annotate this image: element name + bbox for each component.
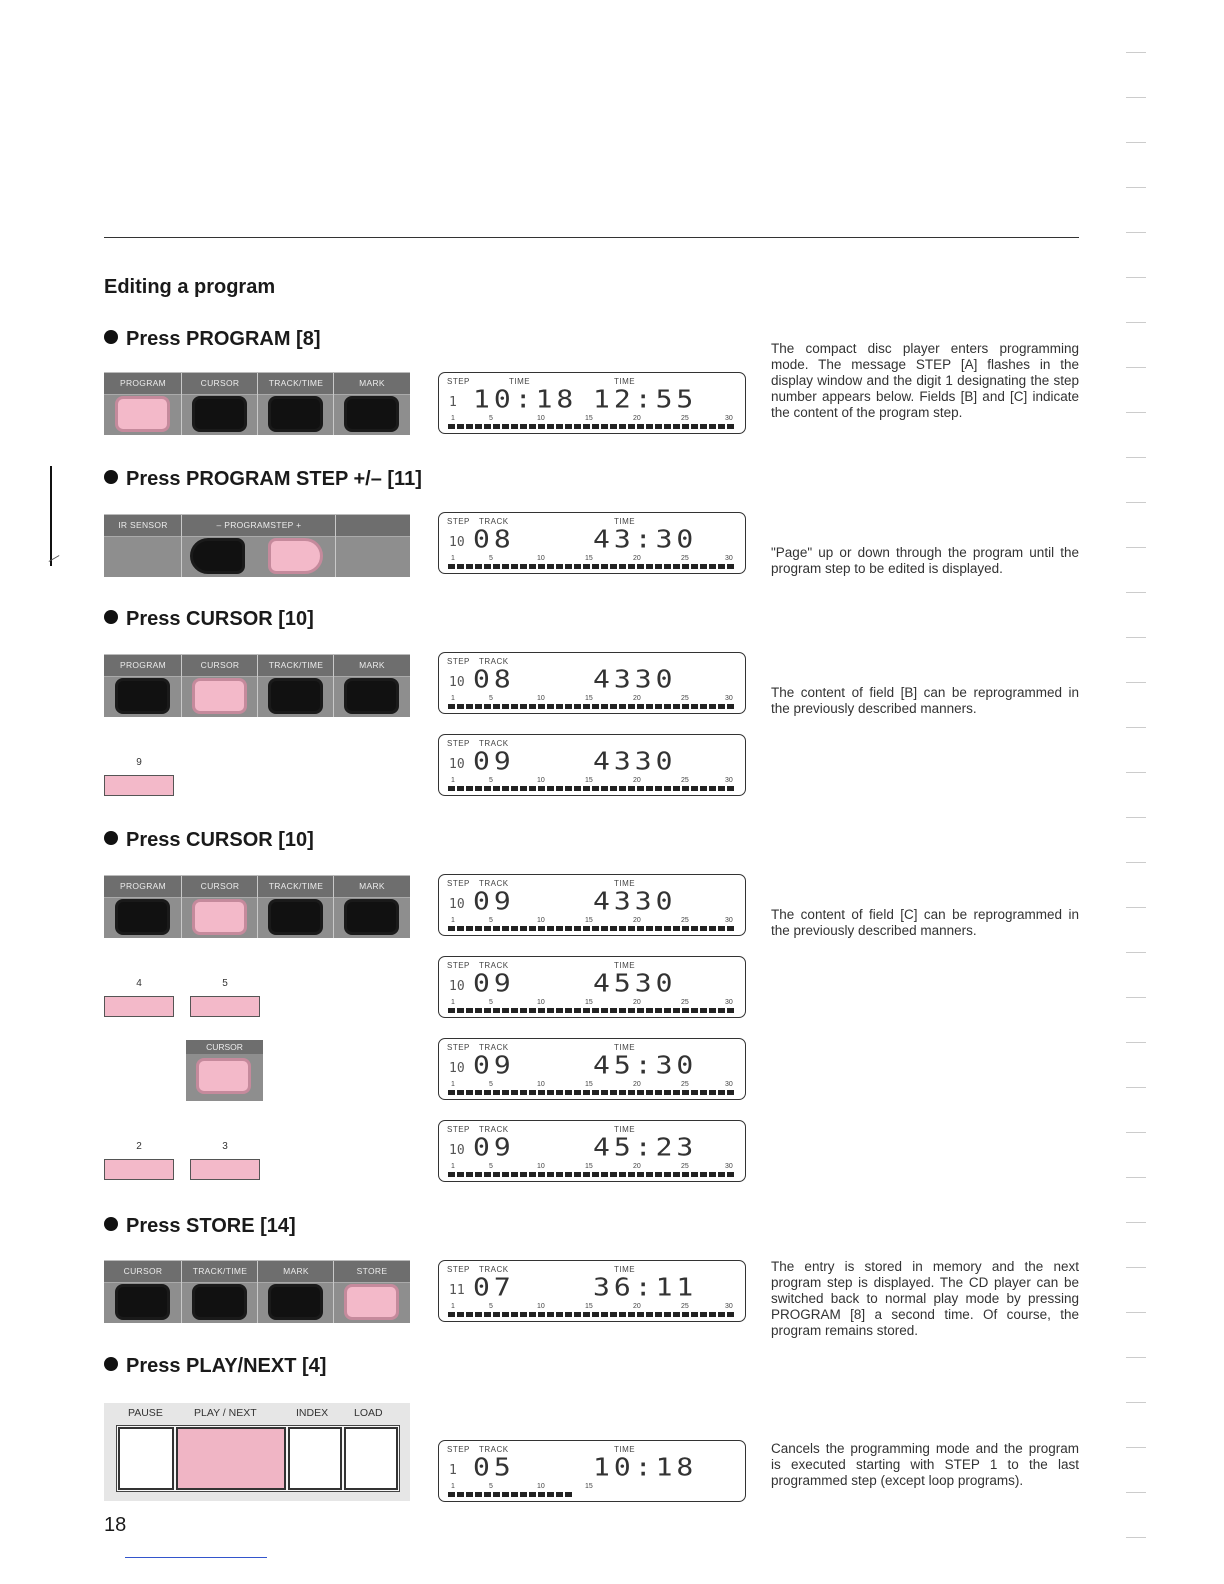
- margin-tick: [1126, 187, 1146, 188]
- label-program: PROGRAM: [119, 881, 167, 891]
- bullet-icon: [104, 470, 118, 484]
- lcd-scale-tick: 20: [633, 1163, 641, 1170]
- lcd-track-bar: [448, 1172, 736, 1177]
- margin-tick: [1126, 502, 1146, 503]
- label-mark: MARK: [283, 1266, 309, 1276]
- lcd-time-readout: 4530: [593, 968, 677, 998]
- lcd-display: [438, 1440, 746, 1502]
- lcd-label-step: STEP: [447, 961, 470, 970]
- lcd-scale-tick: 20: [633, 917, 641, 924]
- cursor-button[interactable]: [196, 1058, 251, 1094]
- lcd-scale-tick: 20: [633, 777, 641, 784]
- key-label-9: 9: [136, 757, 142, 768]
- lcd-scale-tick: 30: [725, 555, 733, 562]
- lcd-scale-tick: 1: [451, 917, 455, 924]
- lcd-scale-tick: 25: [681, 1081, 689, 1088]
- lcd-scale-tick: 5: [489, 415, 493, 422]
- lcd-scale-tick: 15: [585, 1483, 593, 1490]
- lcd-scale-tick: 15: [585, 695, 593, 702]
- margin-tick: [1126, 1492, 1146, 1493]
- mark-button[interactable]: [344, 899, 399, 935]
- mark-button[interactable]: [268, 1284, 323, 1320]
- bullet-icon: [104, 831, 118, 845]
- lcd-scale-tick: 15: [585, 999, 593, 1006]
- lcd-scale-tick: 1: [451, 1081, 455, 1088]
- lcd-scale-tick: 30: [725, 1163, 733, 1170]
- lcd-scale-tick: 1: [451, 1483, 455, 1490]
- margin-tick: [1126, 547, 1146, 548]
- lcd-step-number: 10: [449, 1061, 465, 1076]
- lcd-time-readout: 4330: [593, 746, 677, 776]
- change-bar: [50, 466, 52, 566]
- margin-tick: [1126, 907, 1146, 908]
- margin-tick: [1126, 1222, 1146, 1223]
- label-program: PROGRAM: [119, 378, 167, 388]
- lcd-label-step: STEP: [447, 1445, 470, 1454]
- lcd-scale-tick: 30: [725, 999, 733, 1006]
- lcd-scale-tick: 30: [725, 777, 733, 784]
- lcd-scale-tick: 10: [537, 999, 545, 1006]
- lcd-label-step: STEP: [447, 657, 470, 666]
- label-track-time: TRACK/TIME: [268, 881, 324, 891]
- cursor-button[interactable]: [115, 1284, 170, 1320]
- lcd-label-step: STEP: [447, 1125, 470, 1134]
- program-step-minus-button[interactable]: [190, 538, 245, 574]
- control-panel-cursor-2: [104, 875, 410, 938]
- lcd-label-time: TIME: [614, 961, 636, 970]
- lcd-label-step: STEP: [447, 517, 470, 526]
- lcd-scale-tick: 10: [537, 777, 545, 784]
- lcd-track-readout: 09: [473, 886, 515, 916]
- cursor-key-panel: [186, 1040, 263, 1101]
- lcd-label-track: TRACK: [479, 739, 509, 748]
- lcd-track-bar: [448, 704, 736, 709]
- margin-tick: [1126, 952, 1146, 953]
- program-button[interactable]: [115, 396, 170, 432]
- lcd-scale-tick: 25: [681, 917, 689, 924]
- lcd-scale-tick: 1: [451, 999, 455, 1006]
- step-heading-cursor-1: Press CURSOR [10]: [104, 608, 314, 631]
- lcd-time-readout: 4330: [593, 886, 677, 916]
- lcd-scale-tick: 25: [681, 555, 689, 562]
- program-button[interactable]: [115, 899, 170, 935]
- lcd-scale-tick: 5: [489, 917, 493, 924]
- lcd-label-time: TIME: [614, 1125, 636, 1134]
- lcd-track-readout: 07: [473, 1272, 515, 1302]
- bullet-icon: [104, 1217, 118, 1231]
- lcd-label-track: TRACK: [479, 517, 509, 526]
- number-key-2[interactable]: [104, 1159, 174, 1180]
- lcd-scale-tick: 5: [489, 555, 493, 562]
- control-panel-program-step: [104, 514, 410, 577]
- control-panel-program: [104, 372, 410, 435]
- lcd-label-track: TRACK: [479, 1125, 509, 1134]
- control-panel-store: [104, 1260, 410, 1323]
- lcd-time-readout: 12:55: [593, 384, 698, 414]
- label-play-next: PLAY / NEXT: [194, 1407, 257, 1419]
- margin-tick: [1126, 322, 1146, 323]
- lcd-scale-tick: 20: [633, 555, 641, 562]
- margin-tick: [1126, 682, 1146, 683]
- lcd-display: [438, 652, 746, 714]
- lcd-track-bar: [448, 1090, 736, 1095]
- lcd-label-step: STEP: [447, 1265, 470, 1274]
- lcd-label-time: TIME: [509, 377, 531, 386]
- lcd-time-readout: 43:30: [593, 524, 698, 554]
- lcd-scale-tick: 25: [681, 1303, 689, 1310]
- margin-tick: [1126, 1042, 1146, 1043]
- lcd-scale-tick: 1: [451, 777, 455, 784]
- lcd-scale-tick: 5: [489, 1163, 493, 1170]
- margin-tick: [1126, 1087, 1146, 1088]
- margin-tick: [1126, 637, 1146, 638]
- lcd-scale-tick: 25: [681, 777, 689, 784]
- step-heading-store: Press STORE [14]: [104, 1215, 296, 1238]
- lcd-label-track: TRACK: [479, 1445, 509, 1454]
- label-mark: MARK: [359, 881, 385, 891]
- lcd-label-track: TRACK: [479, 1043, 509, 1052]
- track-time-button[interactable]: [192, 1284, 247, 1320]
- lcd-scale-tick: 10: [537, 1483, 545, 1490]
- lcd-time-readout: 36:11: [593, 1272, 698, 1302]
- lcd-step-number: 11: [449, 1283, 465, 1298]
- store-button[interactable]: [344, 1284, 399, 1320]
- program-button[interactable]: [115, 678, 170, 714]
- lcd-scale-tick: 25: [681, 415, 689, 422]
- margin-tick: [1126, 1402, 1146, 1403]
- track-time-button[interactable]: [268, 678, 323, 714]
- label-index: INDEX: [296, 1407, 329, 1419]
- margin-tick: [1126, 277, 1146, 278]
- label-load: LOAD: [354, 1407, 383, 1419]
- key-label-2: 2: [136, 1141, 142, 1152]
- lcd-scale-tick: 10: [537, 695, 545, 702]
- lcd-step-number: 1: [449, 395, 457, 410]
- lcd-track-bar: [448, 424, 736, 429]
- margin-tick: [1126, 1267, 1146, 1268]
- label-ir-sensor: IR SENSOR: [118, 520, 168, 530]
- lcd-step-number: 1: [449, 1463, 457, 1478]
- number-key-5[interactable]: [190, 996, 260, 1017]
- lcd-time-readout: 10:18: [593, 1452, 698, 1482]
- lcd-display: [438, 1260, 746, 1322]
- label-program-step: – PROGRAMSTEP +: [216, 520, 302, 530]
- description-program-step: "Page" up or down through the program until the program step to be edited is displayed.: [771, 545, 1079, 576]
- description-program: The compact disc player enters programming mode. The message STEP [A] flashes in the display window and the digit 1 designating the step number appears below. Fields [B] and [C] indicate the content of the program step.: [771, 341, 1079, 420]
- lcd-label-time: TIME: [614, 1043, 636, 1052]
- bullet-icon: [104, 610, 118, 624]
- lcd-scale-tick: 15: [585, 1303, 593, 1310]
- lcd-display: [438, 874, 746, 936]
- label-cursor: CURSOR: [200, 378, 240, 388]
- lcd-label-track: TRACK: [479, 961, 509, 970]
- description-play-next: Cancels the programming mode and the program is executed starting with STEP 1 to the last programmed step (except loop programs).: [771, 1441, 1079, 1488]
- track-time-button[interactable]: [268, 899, 323, 935]
- header-rule: [104, 237, 1079, 238]
- lcd-step-number: 10: [449, 535, 465, 550]
- margin-tick: [1126, 142, 1146, 143]
- lcd-track-readout: 05: [473, 1452, 515, 1482]
- control-panel-play: [104, 1403, 410, 1501]
- margin-tick: [1126, 1357, 1146, 1358]
- lcd-track-bar: [448, 564, 736, 569]
- lcd-scale-tick: 25: [681, 999, 689, 1006]
- lcd-track-readout: 09: [473, 746, 515, 776]
- lcd-scale-tick: 15: [585, 1081, 593, 1088]
- control-panel-cursor-1: [104, 654, 410, 717]
- lcd-scale-tick: 20: [633, 415, 641, 422]
- lcd-track-readout: 08: [473, 524, 515, 554]
- cursor-button[interactable]: [192, 396, 247, 432]
- lcd-track-bar: [448, 1312, 736, 1317]
- lcd-scale-tick: 20: [633, 695, 641, 702]
- label-track-time: TRACK/TIME: [268, 660, 324, 670]
- bullet-icon: [104, 1357, 118, 1371]
- lcd-scale-tick: 15: [585, 415, 593, 422]
- key-label-5: 5: [222, 978, 228, 989]
- margin-tick: [1126, 997, 1146, 998]
- lcd-scale-tick: 30: [725, 695, 733, 702]
- margin-tick: [1126, 367, 1146, 368]
- margin-tick: [1126, 412, 1146, 413]
- margin-tick: [1126, 97, 1146, 98]
- lcd-scale-tick: 30: [725, 1303, 733, 1310]
- lcd-display: [438, 1038, 746, 1100]
- mark-button[interactable]: [344, 396, 399, 432]
- lcd-scale-tick: 25: [681, 695, 689, 702]
- lcd-scale-tick: 25: [681, 1163, 689, 1170]
- lcd-scale-tick: 5: [489, 1303, 493, 1310]
- lcd-scale-tick: 5: [489, 777, 493, 784]
- lcd-scale-tick: 10: [537, 1081, 545, 1088]
- lcd-label-step: STEP: [447, 1043, 470, 1052]
- lcd-label-time: TIME: [614, 1445, 636, 1454]
- lcd-scale-tick: 10: [537, 1303, 545, 1310]
- lcd-scale-tick: 20: [633, 1303, 641, 1310]
- margin-tick: [1126, 772, 1146, 773]
- lcd-scale-tick: 1: [451, 1303, 455, 1310]
- index-button[interactable]: [288, 1427, 342, 1490]
- lcd-display: [438, 956, 746, 1018]
- margin-tick: [1126, 727, 1146, 728]
- lcd-display: [438, 372, 746, 434]
- label-cursor: CURSOR: [186, 1040, 263, 1054]
- mark-button[interactable]: [344, 678, 399, 714]
- lcd-track-readout: 09: [473, 968, 515, 998]
- load-button[interactable]: [344, 1427, 398, 1490]
- pause-button[interactable]: [118, 1427, 174, 1490]
- number-key-3[interactable]: [190, 1159, 260, 1180]
- lcd-label-track: TRACK: [479, 879, 509, 888]
- lcd-scale-tick: 30: [725, 1081, 733, 1088]
- lcd-scale-tick: 15: [585, 777, 593, 784]
- label-track-time: TRACK/TIME: [192, 1266, 248, 1276]
- margin-tick: [1126, 1177, 1146, 1178]
- lcd-step-number: 10: [449, 1143, 465, 1158]
- description-cursor-1: The content of field [B] can be reprogrammed in the previously described manners.: [771, 685, 1079, 716]
- lcd-track-readout: 09: [473, 1132, 515, 1162]
- step-heading-program-step: Press PROGRAM STEP +/– [11]: [104, 468, 422, 491]
- margin-tick: [1126, 1537, 1146, 1538]
- lcd-label-step: STEP: [447, 739, 470, 748]
- label-program: PROGRAM: [119, 660, 167, 670]
- lcd-step-number: 10: [449, 675, 465, 690]
- lcd-scale-tick: 1: [451, 555, 455, 562]
- lcd-scale-tick: 30: [725, 917, 733, 924]
- margin-tick: [1126, 232, 1146, 233]
- lcd-step-number: 10: [449, 897, 465, 912]
- lcd-scale-tick: 5: [489, 999, 493, 1006]
- label-pause: PAUSE: [128, 1407, 163, 1419]
- lcd-scale-tick: 1: [451, 1163, 455, 1170]
- lcd-step-number: 10: [449, 757, 465, 772]
- label-cursor: CURSOR: [200, 660, 240, 670]
- margin-tick: [1126, 52, 1146, 53]
- lcd-scale-tick: 15: [585, 1163, 593, 1170]
- key-label-4: 4: [136, 978, 142, 989]
- step-heading-program: Press PROGRAM [8]: [104, 328, 321, 351]
- margin-tick: [1126, 862, 1146, 863]
- lcd-track-bar: [448, 926, 736, 931]
- lcd-track-readout: 08: [473, 664, 515, 694]
- lcd-scale-tick: 1: [451, 415, 455, 422]
- margin-tick: [1126, 817, 1146, 818]
- lcd-scale-tick: 10: [537, 415, 545, 422]
- lcd-scale-tick: 30: [725, 415, 733, 422]
- label-store: STORE: [356, 1266, 388, 1276]
- margin-tick: [1126, 1312, 1146, 1313]
- step-heading-cursor-2: Press CURSOR [10]: [104, 829, 314, 852]
- cursor-button[interactable]: [192, 899, 247, 935]
- number-key-9[interactable]: [104, 775, 174, 796]
- margin-tick: [1126, 1132, 1146, 1133]
- page-underline: [125, 1557, 267, 1558]
- lcd-step-number: 10: [449, 979, 465, 994]
- lcd-display: [438, 512, 746, 574]
- page-number: 18: [104, 1514, 127, 1536]
- lcd-scale-tick: 10: [537, 555, 545, 562]
- play-next-button[interactable]: [176, 1427, 286, 1490]
- page-title: Editing a program: [104, 276, 276, 298]
- lcd-label-step: STEP: [447, 377, 470, 386]
- lcd-track-bar: [448, 1008, 736, 1013]
- lcd-scale-tick: 1: [451, 695, 455, 702]
- lcd-scale-tick: 10: [537, 917, 545, 924]
- lcd-label-time: TIME: [614, 879, 636, 888]
- lcd-scale-tick: 20: [633, 1081, 641, 1088]
- label-track-time: TRACK/TIME: [268, 378, 324, 388]
- lcd-scale-tick: 10: [537, 1163, 545, 1170]
- lcd-scale-tick: 5: [489, 1483, 493, 1490]
- lcd-track-bar: [448, 786, 736, 791]
- lcd-track-readout: 09: [473, 1050, 515, 1080]
- lcd-label-time: TIME: [614, 1265, 636, 1274]
- description-cursor-2: The content of field [C] can be reprogrammed in the previously described manners.: [771, 907, 1079, 938]
- lcd-scale-tick: 15: [585, 917, 593, 924]
- label-mark: MARK: [359, 378, 385, 388]
- step-heading-play-next: Press PLAY/NEXT [4]: [104, 1355, 326, 1378]
- track-time-button[interactable]: [268, 396, 323, 432]
- label-cursor: CURSOR: [123, 1266, 163, 1276]
- lcd-time-readout: 45:23: [593, 1132, 698, 1162]
- margin-tick: [1126, 1447, 1146, 1448]
- cursor-button[interactable]: [192, 678, 247, 714]
- lcd-label-time: TIME: [614, 377, 636, 386]
- lcd-scale-tick: 5: [489, 695, 493, 702]
- lcd-scale-tick: 20: [633, 999, 641, 1006]
- lcd-track-bar: [448, 1492, 574, 1497]
- lcd-time-readout: 4330: [593, 664, 677, 694]
- lcd-label-track: TRACK: [479, 657, 509, 666]
- label-mark: MARK: [359, 660, 385, 670]
- lcd-label-track: TRACK: [479, 1265, 509, 1274]
- description-store: The entry is stored in memory and the next program step is displayed. The CD player can be switched back to normal play mode by pressing PROGRAM [8] a second time. Of course, the program remains stored.: [771, 1259, 1079, 1338]
- program-step-plus-button[interactable]: [268, 538, 323, 574]
- margin-tick: [1126, 592, 1146, 593]
- label-cursor: CURSOR: [200, 881, 240, 891]
- lcd-display: [438, 734, 746, 796]
- lcd-display: [438, 1120, 746, 1182]
- lcd-track-readout: 10:18: [473, 384, 578, 414]
- key-label-3: 3: [222, 1141, 228, 1152]
- lcd-scale-tick: 5: [489, 1081, 493, 1088]
- lcd-label-step: STEP: [447, 879, 470, 888]
- lcd-scale-tick: 15: [585, 555, 593, 562]
- lcd-label-time: TIME: [614, 517, 636, 526]
- margin-tick: [1126, 457, 1146, 458]
- lcd-time-readout: 45:30: [593, 1050, 698, 1080]
- number-key-4[interactable]: [104, 996, 174, 1017]
- bullet-icon: [104, 330, 118, 344]
